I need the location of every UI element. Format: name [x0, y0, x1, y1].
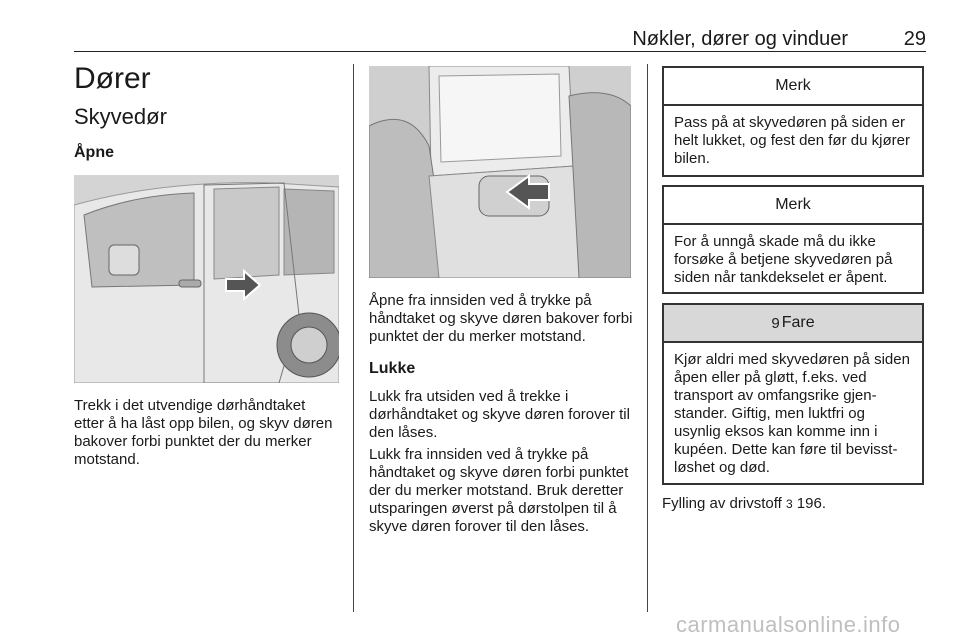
- note-title: Merk: [664, 68, 922, 106]
- header-rule: [74, 51, 926, 52]
- page-number: 29: [903, 28, 926, 50]
- note-box-1: [662, 66, 924, 177]
- section-open: Åpne: [74, 144, 114, 161]
- danger-title: Fare: [781, 314, 815, 331]
- danger-box: [662, 303, 924, 485]
- paragraph-close-outside: Lukk fra utsiden ved å trekke i dørhåndtaket og skyve døren forover til den låses.: [369, 388, 630, 441]
- column-divider-2: [647, 64, 648, 612]
- chapter-title: Nøkler, dører og vinduer: [632, 28, 848, 50]
- note-title: Merk: [664, 187, 922, 225]
- note-text: For å unngå skade må du ikke forsøke å betjene skyvedøren på siden når tankdekselet er åpent.: [674, 233, 893, 286]
- column-divider-1: [353, 64, 354, 612]
- door-interior-illustration: [369, 66, 631, 278]
- reference-page-link[interactable]: 196.: [796, 495, 826, 512]
- watermark: carmanualsonline.info: [676, 612, 901, 637]
- danger-title-bar: [664, 305, 922, 343]
- heading-sliding-door: Skyvedør: [74, 104, 167, 129]
- heading-doors: Dører: [74, 62, 151, 95]
- page-reference-icon: 3: [785, 497, 793, 511]
- note-box-2: [662, 185, 924, 294]
- caption-exterior: Trekk i det utvendige dørhåndtaket etter å ha låst opp bilen, og skyv døren bakover forbi punktet der du merker motstand.: [74, 397, 333, 468]
- warning-triangle-icon: 9: [771, 314, 780, 332]
- danger-text: Kjør aldri med skyvedøren på siden åpen eller på gløtt, f.eks. ved transport av omfangsrike gjenstander. Giftig, men luktfri og usynlig eksos kan komme inn i kupéen. Dette kan føre til bevisstløshet og død.: [674, 351, 910, 476]
- caption-interior: Åpne fra innsiden ved å trykke på håndtaket og skyve døren bakover forbi punktet der du merker motstand.: [369, 292, 633, 345]
- section-close: Lukke: [369, 360, 416, 377]
- door-exterior-illustration: [74, 175, 339, 383]
- note-text: Pass på at skyvedøren på siden er helt lukket, og fest den før du kjører bilen.: [674, 114, 910, 167]
- reference-text: Fylling av drivstoff: [662, 495, 782, 512]
- fuel-reference: [662, 495, 924, 513]
- paragraph-close-inside: Lukk fra innsiden ved å trykke på håndtaket og skyve døren forbi punktet der du merker motstand. Bruk deretter utsparingen øverst på dørstolpen til å skyve døren forover til den låses.: [369, 446, 629, 535]
